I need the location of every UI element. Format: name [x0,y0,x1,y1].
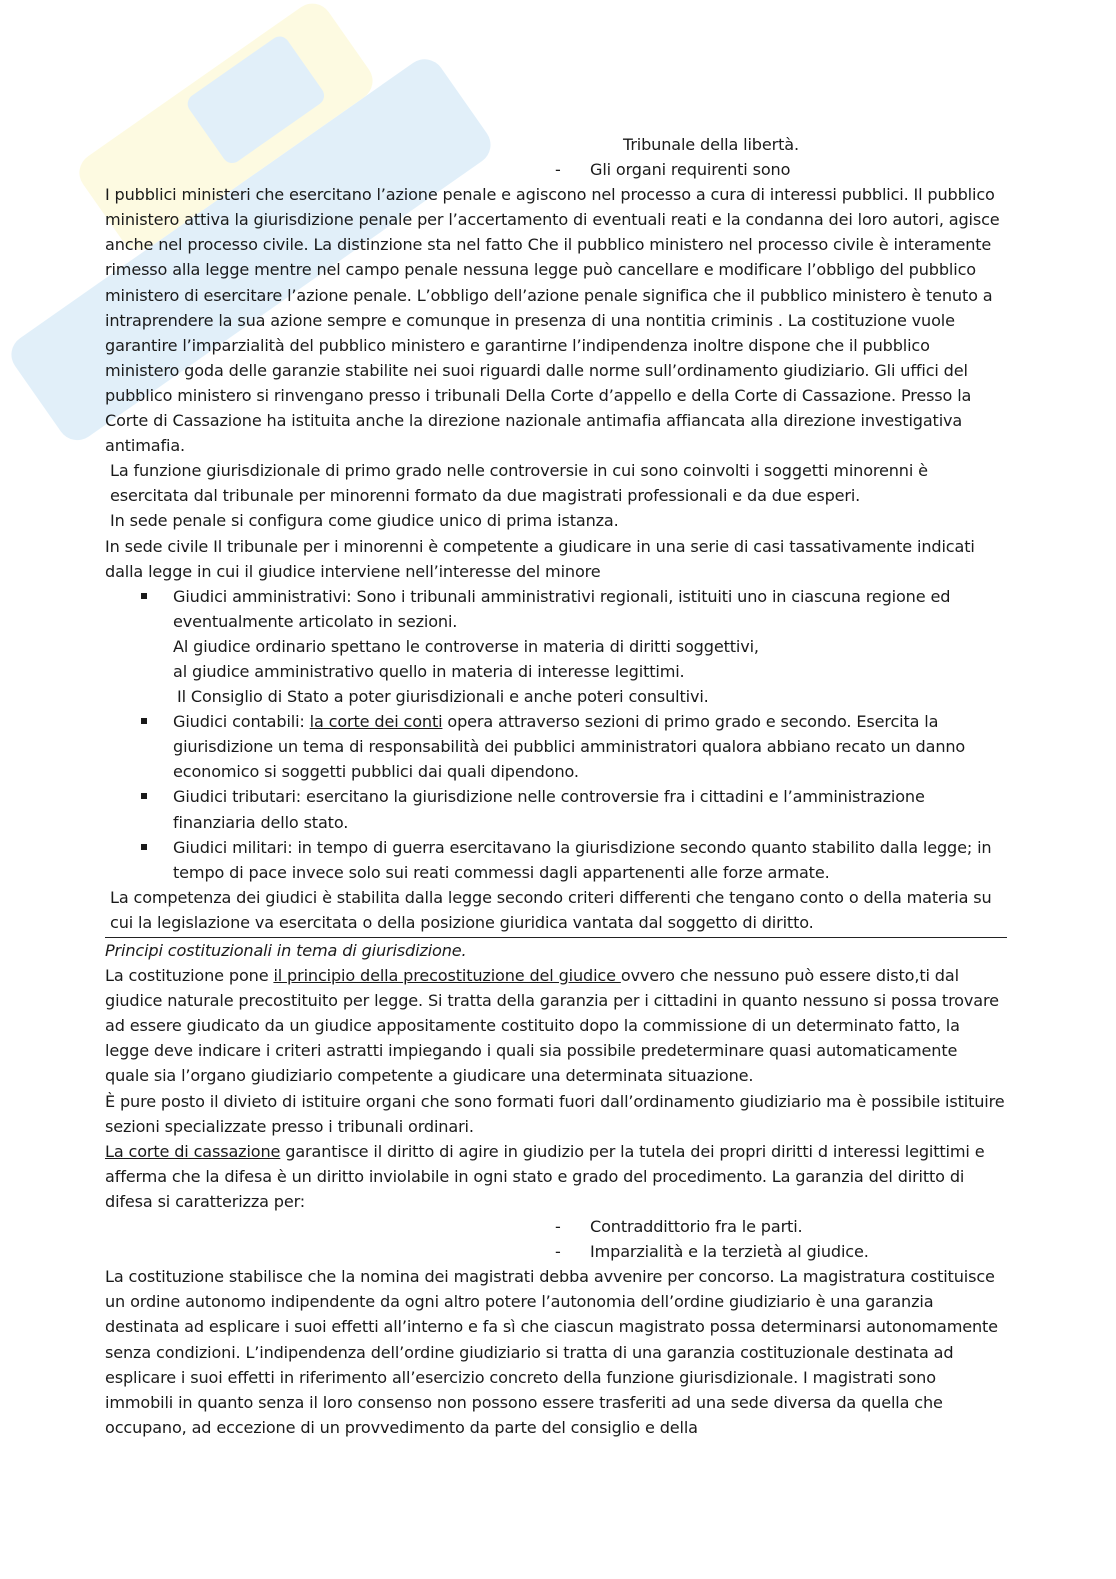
bullet-list-giudici [105,584,1005,885]
bullet-text: Giudici tributari: esercitano la giurisdizione nelle controversie fra i cittadini e l’amministrazione finanziaria dello stato. [173,787,925,832]
bullet-item-tributari [105,784,1005,834]
paragraph-pubblici-ministeri: I pubblici ministeri che esercitano l’azione penale e agiscono nel processo a cura di interessi pubblici. Il pubblico ministero attiva la giurisdizione penale per l’accertamento di eventuali reati e la condanna dei loro autori, agisce anche nel processo civile. La distinzione sta nel fatto Che il pubblico ministero nel processo civile è interamente rimesso alla legge mentre nel campo penale nessuna legge può cancellare e modificare l’obbligo del pubblico ministero di esercitare l’azione penale. L’obbligo dell’azione penale significa che il pubblico ministero è tenuto a intraprendere la sua azione sempre e comunque in presenza di una nontitia criminis . La costituzione vuole garantire l’imparzialità del pubblico ministero e garantirne l’indipendenza inoltre dispone che il pubblico ministero goda delle garanzie stabilite nei suoi riguardi dalle norme sull’ordinamento giudiziario. Gli uffici del pubblico ministero si rinvengano presso i tribunali Della Corte d’appello e della Corte di Cassazione. Presso la Corte di Cassazione ha istituita anche la direzione nazionale antimafia affiancata alla direzione investigativa antimafia. [105,185,1000,456]
bullet-subline-text: Il Consiglio di Stato a poter giurisdizionali e anche poteri consultivi. [177,687,709,707]
dash-line-contraddittorio [105,1214,1005,1239]
bullet-text: Giudici militari: in tempo di guerra esercitavano la giurisdizione secondo quanto stabilito dalla legge; in tempo di pace invece solo sui reati commessi dagli appartenenti alle forze armate. [173,837,992,882]
bullet-subline [105,634,1005,659]
bullet-text: Giudici contabili: [173,712,310,732]
dash-text: Gli organi requirenti sono [590,160,791,180]
section-heading: Principi costituzionali in tema di giurisdizione. [105,941,467,960]
underlined-text: il principio della precostituzione del giudice [273,966,621,986]
bullet-text: opera attraverso sezioni di primo grado e secondo. Esercita la giurisdizione un tema di responsabilità dei pubblici amministratori qualora abbiano recato un danno economico si soggetti pubblici dai quali dipendono. [173,712,966,782]
text: ovvero che nessuno può essere disto,ti dal giudice naturale precostituito per legge. Si tratta della garanzia per i cittadini in quanto nessuno si possa trovare ad essere giudicato da un giudice appositamente costituito dopo la commissione di un determinato fatto, la legge deve indicare i criteri astratti impiegando i quali sia possibile predeterminare quasi automaticamente quale sia l’organo giudiziario competente a giudicare una determinata situazione. [105,966,999,1086]
paragraph-magistratura: La costituzione stabilisce che la nomina dei magistrati debba avvenire per concorso. La magistratura costituisce un ordine autonomo indipendente da ogni altro potere l’autonomia dell’ordine giudiziario è una garanzia destinata ad esplicare i suoi effetti all’interno e fa sì che ciascun magistrato possa determinarsi autonomamente senza condizioni. L’indipendenza dell’ordine giudiziario si tratta di una garanzia costituzionale destinata ad esplicare i suoi effetti in riferimento all’esercizio concreto della funzione giurisdizionale. I magistrati sono immobili in quanto senza il loro consenso non possono essere trasferiti ad una sede diversa da quella che occupano, ad eccezione di un provvedimento da parte del consiglio e della [105,1267,998,1437]
square-bullet-icon [141,593,147,599]
dash-line-imparzialita [105,1239,1005,1264]
paragraph-sede-penale: In sede penale si configura come giudice unico di prima istanza. [110,511,619,531]
dash-marker: - [555,160,561,180]
text: garantisce il diritto di agire in giudizio per la tutela dei propri diritti d interessi legittimi e afferma che la difesa è un diritto inviolabile in ogni stato e grado del procedimento. La garanzia del diritto di difesa si caratterizza per: [105,1141,985,1211]
paragraph-divieto: È pure posto il divieto di istituire organi che sono formati fuori dall’ordinamento giudiziario ma è possibile istituire sezioni specializzate presso i tribunali ordinari. [105,1091,1005,1136]
bullet-subline [105,684,1005,709]
bullet-item-contabili [105,709,1005,784]
paragraph-precostituzione [105,963,1005,1088]
text: La costituzione pone [105,966,274,986]
bullet-subline [105,659,1005,684]
square-bullet-icon [141,844,147,850]
bullet-item-militari [105,835,1005,885]
square-bullet-icon [141,793,147,799]
bullet-text: Giudici amministrativi: Sono i tribunali amministrativi regionali, istituiti uno in ciascuna regione ed eventualmente articolato in sezioni. [173,586,951,631]
dash-marker: - [555,1242,561,1262]
dash-line-organi-requirenti [105,157,1005,182]
bullet-item-amministrativi [105,584,1005,634]
underlined-text: La corte di cassazione [105,1141,281,1161]
dash-marker: - [555,1217,561,1237]
paragraph-competenza: La competenza dei giudici è stabilita dalla legge secondo criteri differenti che tengano conto o della materia su cui la legislazione va esercitata o della posizione giuridica vantata dal soggetto di diritto. [110,887,992,932]
square-bullet-icon [141,718,147,724]
document-page [105,132,1005,1440]
paragraph-corte-cassazione [105,1139,1005,1214]
bullet-subline-text: Al giudice ordinario spettano le controverse in materia di diritti soggettivi, [173,636,759,656]
bullet-subline-text: al giudice amministrativo quello in materia di interesse legittimi. [173,661,685,681]
paragraph-sede-civile: In sede civile Il tribunale per i minorenni è competente a giudicare in una serie di casi tassativamente indicati dalla legge in cui il giudice interviene nell’interesse del minore [105,536,975,581]
underlined-text: la corte dei conti [309,712,443,732]
line-tribunale-liberta: Tribunale della libertà. [623,135,799,154]
dash-text: Imparzialità e la terzietà al giudice. [590,1242,869,1262]
dash-text: Contraddittorio fra le parti. [590,1217,803,1237]
paragraph-tribunale-minorenni: La funzione giurisdizionale di primo grado nelle controversie in cui sono coinvolti i soggetti minorenni è esercitata dal tribunale per minorenni formato da due magistrati professionali e da due esperi. [110,461,928,506]
